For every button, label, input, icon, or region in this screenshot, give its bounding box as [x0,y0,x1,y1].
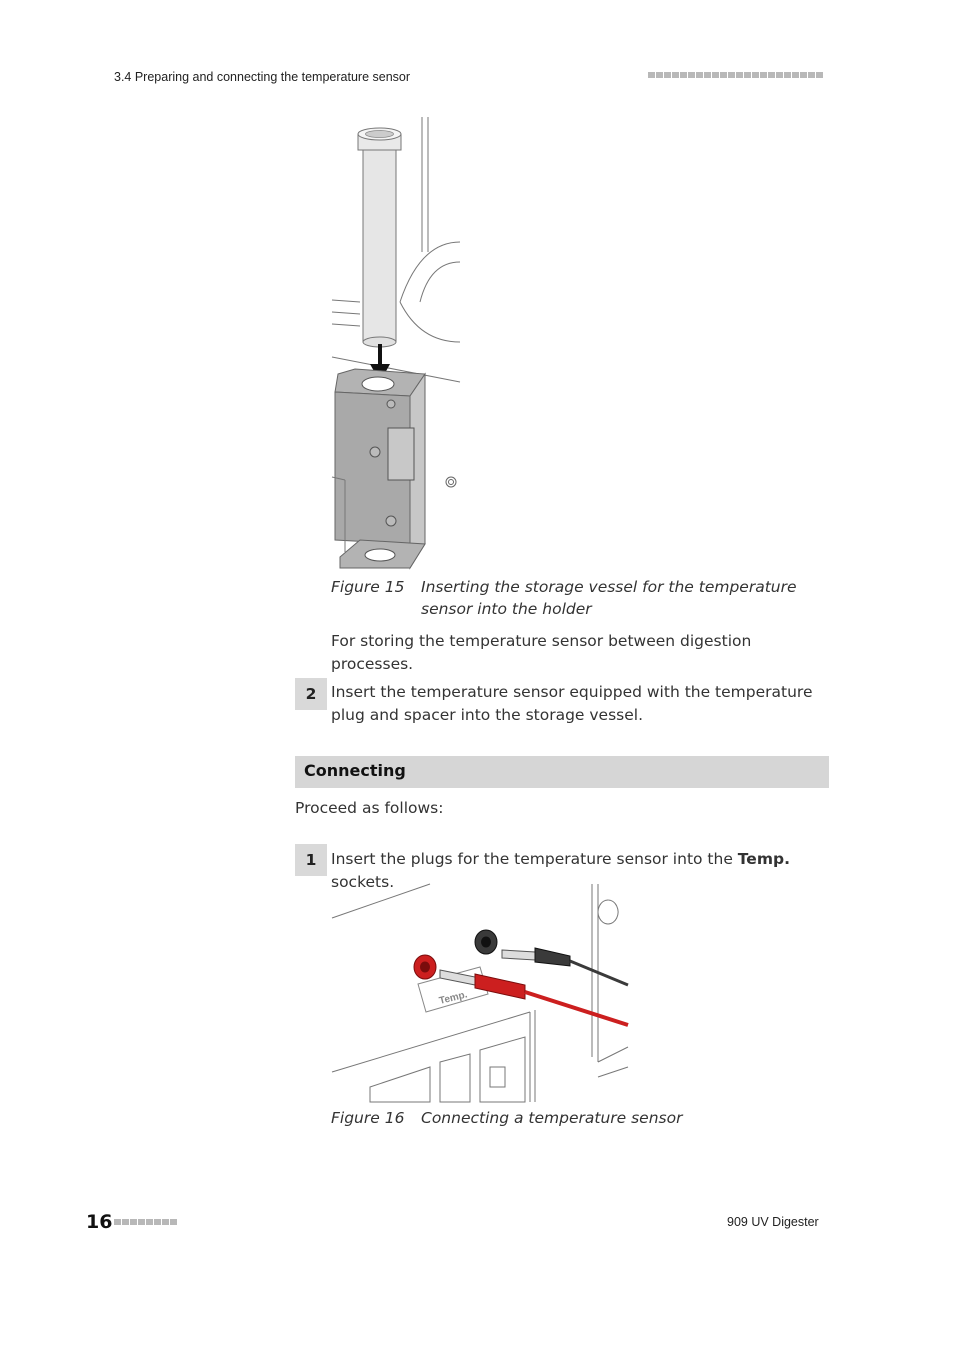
step-number-2: 2 [295,678,327,710]
temp-socket-label: Temp. [438,989,469,1007]
figure-15-label: Figure 15 [331,578,405,596]
running-header: 3.4 Preparing and connecting the temperature sensor [114,70,411,84]
step-1-bold: Temp. [737,850,790,868]
storage-vessel-holder-illustration [330,112,465,574]
figure-15-caption: Inserting the storage vessel for the temperature sensor into the holder [421,578,797,618]
page-number: 16 [86,1211,113,1233]
temp-socket-connection-illustration [330,882,630,1104]
proceed-text: Proceed as follows: [295,799,444,817]
section-title: Connecting [304,761,406,780]
step-1-text-after: sockets. [331,873,395,891]
step-2-text: Insert the temperature sensor equipped with the temperature plug and spacer into the storage vessel. [331,683,813,724]
product-name: 909 UV Digester [727,1215,819,1229]
figure-16-caption: Connecting a temperature sensor [421,1109,683,1127]
figure-16-label: Figure 16 [331,1109,405,1127]
header-decoration [648,72,823,78]
footer-decoration [114,1219,177,1225]
storing-note: For storing the temperature sensor between digestion processes. [331,632,752,673]
step-1-text-before: Insert the plugs for the temperature sensor into the [331,850,738,868]
step-number-1: 1 [295,844,327,876]
